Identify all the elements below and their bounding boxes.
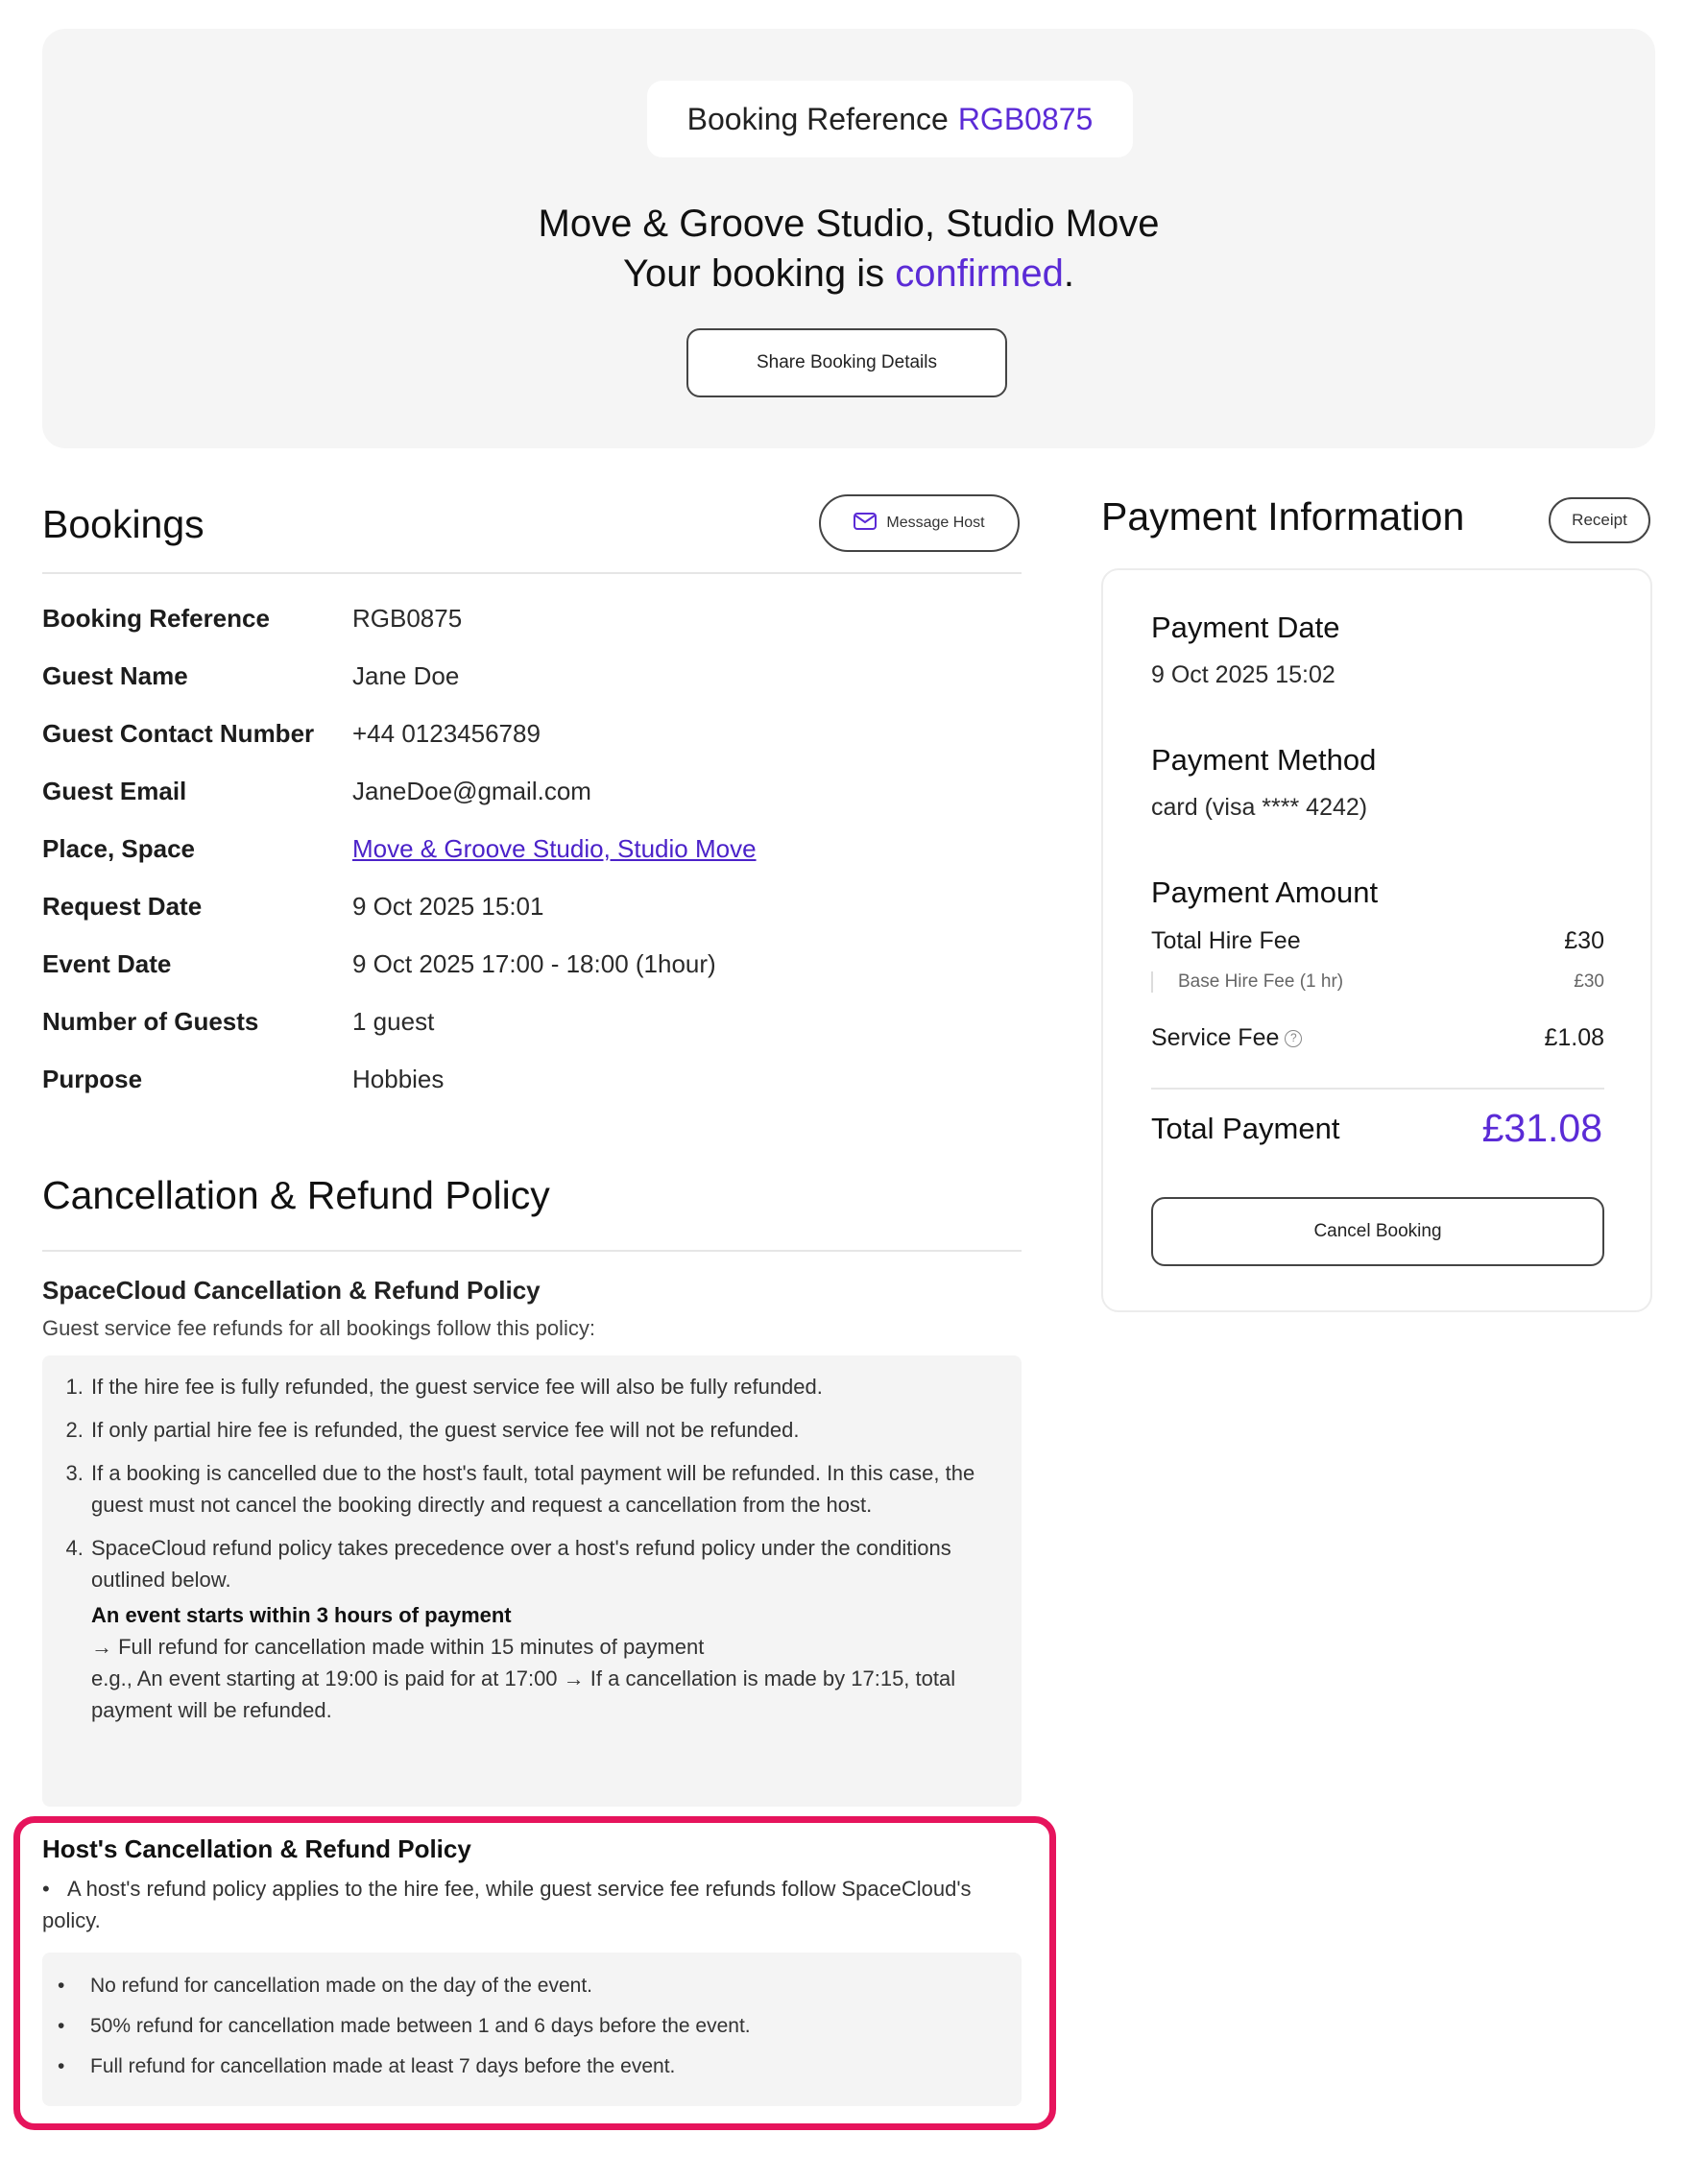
booking-reference-value: RGB0875 — [957, 101, 1094, 136]
cancel-booking-button[interactable]: Cancel Booking — [1151, 1197, 1604, 1266]
list-item: • Full refund for cancellation made at least 7 days before the event. — [90, 2047, 751, 2087]
detail-value-contact-number: +44 0123456789 — [352, 719, 541, 748]
total-payment-value: £31.08 — [1481, 1106, 1602, 1150]
base-hire-fee-value: £30 — [1574, 971, 1604, 992]
total-payment-label: Total Payment — [1151, 1112, 1340, 1145]
spacecloud-policy-subtitle: Guest service fee refunds for all bookings follow this policy: — [42, 1316, 595, 1340]
detail-label: Event Date — [42, 949, 172, 978]
spacecloud-policy-list — [89, 1371, 1001, 1738]
payment-amount-label: Payment Amount — [1151, 875, 1379, 909]
payment-card — [1101, 568, 1652, 1312]
list-item: • 50% refund for cancellation made between 1 and 6 days before the event. — [90, 2006, 751, 2047]
payment-method-value: card (visa **** 4242) — [1151, 794, 1368, 821]
service-fee-value: £1.08 — [1544, 1024, 1604, 1051]
detail-label: Guest Contact Number — [42, 719, 315, 748]
payment-method-label: Payment Method — [1151, 743, 1377, 777]
place-space-link[interactable]: Move & Groove Studio, Studio Move — [352, 834, 757, 863]
event-condition-rule: → Full refund for cancellation made within 15 minutes of payment — [91, 1635, 705, 1659]
spacecloud-policy-heading: SpaceCloud Cancellation & Refund Policy — [42, 1276, 541, 1305]
booking-reference-pill — [647, 81, 1133, 157]
confirmation-status: confirmed — [895, 252, 1064, 295]
detail-value-booking-reference: RGB0875 — [352, 604, 463, 633]
bookings-title: Bookings — [42, 502, 204, 546]
service-fee-row: Service Fee ? £1.08 — [1151, 1024, 1604, 1051]
list-item: 3. If a booking is cancelled due to the host's fault, total payment will be refunded. In this case, the guest must not cancel the booking directly and request a cancellation from the host. — [89, 1457, 1001, 1521]
event-condition-heading: An event starts within 3 hours of payment — [91, 1603, 512, 1627]
list-item: 2. If only partial hire fee is refunded, the guest service fee will not be refunded. — [89, 1414, 1001, 1446]
event-condition-example: e.g., An event starting at 19:00 is paid for at 17:00 → If a cancellation is made by 17:15, total payment will be refunded. — [91, 1666, 956, 1722]
share-booking-details-button[interactable]: Share Booking Details — [686, 328, 1007, 397]
envelope-icon — [854, 513, 877, 535]
detail-value-guests: 1 guest — [352, 1007, 435, 1036]
spacecloud-policy-box — [42, 1355, 1022, 1807]
receipt-button[interactable]: Receipt — [1549, 497, 1650, 543]
host-policy-box — [42, 1953, 1022, 2106]
booking-confirmation-banner — [42, 29, 1655, 448]
total-hire-fee-row: Total Hire Fee £30 — [1151, 927, 1604, 954]
cancellation-policy-title: Cancellation & Refund Policy — [42, 1173, 550, 1217]
message-host-button[interactable] — [819, 494, 1020, 552]
host-policy-heading: Host's Cancellation & Refund Policy — [42, 1834, 471, 1863]
host-policy-list — [90, 1966, 751, 2087]
detail-label: Guest Name — [42, 661, 188, 690]
confirmation-message: Your booking is confirmed. — [623, 252, 1074, 295]
cancellation-divider — [42, 1250, 1022, 1252]
detail-label: Guest Email — [42, 777, 187, 805]
payment-date-value: 9 Oct 2025 15:02 — [1151, 661, 1335, 688]
detail-label: Booking Reference — [42, 604, 270, 633]
detail-value-guest-email: JaneDoe@gmail.com — [352, 777, 591, 805]
info-icon[interactable]: ? — [1285, 1030, 1302, 1047]
detail-value-guest-name: Jane Doe — [352, 661, 460, 690]
host-policy-note: • A host's refund policy applies to the hire fee, while guest service fee refunds follow SpaceCloud's policy. — [42, 1877, 972, 1932]
detail-value-event-date: 9 Oct 2025 17:00 - 18:00 (1hour) — [352, 949, 716, 978]
payment-information-title: Payment Information — [1101, 494, 1465, 539]
message-host-label: Message Host — [886, 515, 985, 531]
detail-label: Purpose — [42, 1065, 143, 1093]
confirmation-title — [42, 199, 1655, 299]
booking-reference-label: Booking Reference — [686, 101, 949, 136]
detail-label: Place, Space — [42, 834, 195, 863]
detail-value-request-date: 9 Oct 2025 15:01 — [352, 892, 544, 921]
payment-divider — [1151, 1088, 1604, 1090]
detail-value-purpose: Hobbies — [352, 1065, 445, 1093]
detail-label: Request Date — [42, 892, 203, 921]
payment-date-label: Payment Date — [1151, 611, 1340, 644]
list-item: • No refund for cancellation made on the day of the event. — [90, 1966, 751, 2006]
detail-label: Number of Guests — [42, 1007, 259, 1036]
total-hire-fee-value: £30 — [1564, 927, 1604, 954]
list-item: 1. If the hire fee is fully refunded, the guest service fee will also be fully refunded. — [89, 1371, 1001, 1402]
list-item: 4. SpaceCloud refund policy takes precedence over a host's refund policy under the conditions outlined below. An event starts within 3 hours of payment → Full refund for cancellation made within 15 minutes of payment e.g., An event starting at 19:00 is paid for at 17:00 → If a cancellation is made by 17:15, total payment will be refunded. — [89, 1532, 1001, 1726]
space-name: Move & Groove Studio, Studio Move — [538, 203, 1160, 245]
bookings-divider — [42, 572, 1022, 574]
base-hire-fee-row: Base Hire Fee (1 hr) £30 — [1151, 971, 1604, 993]
